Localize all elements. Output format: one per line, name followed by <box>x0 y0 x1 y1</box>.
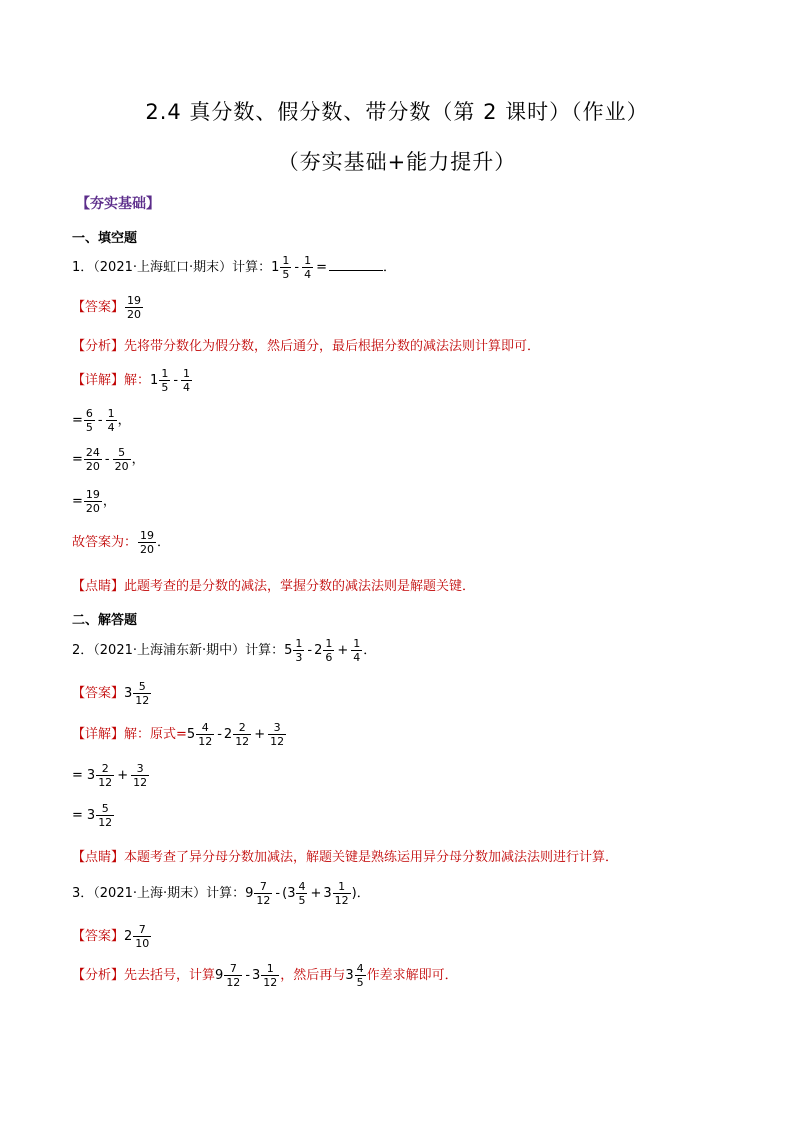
fraction-numerator: 7 <box>229 962 237 975</box>
fraction-numerator: 1 <box>295 637 303 650</box>
q3-fraction-1 <box>254 880 272 907</box>
q2-whole-2: 2 <box>314 643 323 658</box>
fraction-numerator: 3 <box>136 762 144 775</box>
q2-op-2: + <box>337 643 349 658</box>
q3-fraction-3 <box>333 880 351 907</box>
document-title: 2.4 真分数、假分数、带分数（第 2 课时）（作业） <box>145 100 649 124</box>
q1-equals: = <box>316 260 328 275</box>
detail-tag: 【详解】 <box>72 727 125 742</box>
answer-blank <box>329 259 383 271</box>
step-3-fraction <box>84 488 102 515</box>
q2-detail-whole-2: 2 <box>223 727 233 742</box>
fraction-denominator: 12 <box>263 976 278 989</box>
step-1-fraction-1 <box>84 407 95 434</box>
fraction-denominator: 12 <box>334 894 349 907</box>
q3-op-2: + <box>310 886 322 901</box>
step-1-end: ， <box>117 413 131 428</box>
q3-analysis-op: - <box>245 968 251 983</box>
comment-text: 本题考查了异分母分数加减法，解题关键是熟练运用异分母分数加减法法则进行计算． <box>124 850 619 865</box>
comment-tag: 【点睛】 <box>72 579 125 594</box>
q3-left-paren: ( <box>282 886 288 901</box>
analysis-tag: 【分析】 <box>72 339 125 354</box>
q3-op-1: - <box>275 886 281 901</box>
fraction-denominator: 12 <box>98 816 113 829</box>
fraction-numerator: 19 <box>127 294 142 307</box>
q1-conclusion <box>72 529 170 556</box>
analysis-text-2: ，然后再与 <box>280 968 346 983</box>
q1-answer-fraction <box>125 294 143 321</box>
part2-heading: 二、解答题 <box>72 613 138 628</box>
fraction-denominator: 20 <box>85 502 100 515</box>
q3-analysis <box>72 962 458 989</box>
fraction-denominator: 10 <box>135 937 150 950</box>
analysis-text-1: 先去括号，计算 <box>124 968 216 983</box>
fraction-numerator: 19 <box>140 529 155 542</box>
q1-whole: 1 <box>271 260 280 275</box>
fraction-numerator: 1 <box>353 637 361 650</box>
question-1-prefix: 1．（2021·上海虹口·期末）计算： <box>72 260 272 275</box>
q3-fraction-2 <box>296 880 307 907</box>
fraction-numerator: 5 <box>101 802 109 815</box>
question-3 <box>72 880 370 907</box>
q2-fraction-2 <box>323 637 334 664</box>
analysis-text: 先将带分数化为假分数，然后通分，最后根据分数的减法法则计算即可． <box>124 339 541 354</box>
q2-detail-fraction-1 <box>196 721 214 748</box>
q2-step-2-whole: 3 <box>86 808 96 823</box>
detail-minus: - <box>173 373 179 388</box>
question-3-prefix: 3．（2021·上海·期末）计算： <box>72 886 246 901</box>
fraction-numerator: 7 <box>259 880 267 893</box>
fraction-denominator: 3 <box>295 651 303 664</box>
q2-detail-op-1: - <box>217 727 222 742</box>
fraction-numerator: 1 <box>183 367 191 380</box>
answer-tag: 【答案】 <box>72 686 125 701</box>
step-3-end: ， <box>102 494 116 509</box>
fraction-numerator: 7 <box>138 923 146 936</box>
q1-analysis <box>72 335 540 354</box>
q2-detail-fraction-2 <box>233 721 251 748</box>
detail-e0-fraction-1 <box>159 367 170 394</box>
q1-end: ． <box>383 260 397 275</box>
step-2-fraction-1 <box>84 446 102 473</box>
fraction-denominator: 12 <box>226 976 241 989</box>
q3-right-paren: ) <box>351 886 357 901</box>
detail-whole: 1 <box>150 373 159 388</box>
fraction-numerator: 2 <box>238 721 246 734</box>
q3-analysis-whole-3: 3 <box>345 968 354 983</box>
fraction-denominator: 4 <box>353 651 361 664</box>
fraction-denominator: 6 <box>325 651 333 664</box>
question-2-prefix: 2．（2021·上海浦东新·期中）计算： <box>72 643 285 658</box>
answer-tag: 【答案】 <box>72 300 125 315</box>
fraction-denominator: 12 <box>135 694 150 707</box>
document-subtitle: （夯实基础+能力提升） <box>277 150 517 174</box>
q2-step-1-fraction-2 <box>131 762 149 789</box>
q3-whole-1: 9 <box>245 886 254 901</box>
fraction-denominator: 12 <box>198 735 213 748</box>
step-2-equals: = <box>72 452 83 467</box>
fraction-numerator: 24 <box>85 446 100 459</box>
q3-analysis-fraction-3 <box>355 962 366 989</box>
q2-comment <box>72 846 618 865</box>
q2-answer-fraction <box>133 680 151 707</box>
fraction-denominator: 4 <box>183 381 191 394</box>
fraction-denominator: 5 <box>356 976 364 989</box>
q1-minus: - <box>294 260 300 275</box>
fraction-denominator: 4 <box>304 268 312 281</box>
step-2-fraction-2 <box>113 446 131 473</box>
fraction-numerator: 4 <box>201 721 209 734</box>
q2-detail-fraction-3 <box>268 721 286 748</box>
fraction-numerator: 1 <box>325 637 333 650</box>
fraction-denominator: 4 <box>107 421 115 434</box>
q1-answer <box>72 294 144 321</box>
fraction-numerator: 1 <box>161 367 169 380</box>
detail-lead: 解：原式= <box>124 727 187 742</box>
q1-step-1 <box>72 407 131 434</box>
part1-heading: 一、填空题 <box>72 231 138 246</box>
q2-answer <box>72 680 152 707</box>
question-1 <box>72 254 396 281</box>
fraction-denominator: 5 <box>85 421 93 434</box>
q3-end: ． <box>356 886 370 901</box>
fraction-denominator: 12 <box>270 735 285 748</box>
fraction-denominator: 20 <box>85 460 100 473</box>
fraction-denominator: 20 <box>140 543 155 556</box>
q2-step-1-whole: 3 <box>86 768 96 783</box>
comment-tag: 【点睛】 <box>72 850 125 865</box>
fraction-numerator: 3 <box>273 721 281 734</box>
q3-whole-2: 3 <box>287 886 296 901</box>
q2-end: ． <box>363 643 377 658</box>
q2-whole-1: 5 <box>284 643 293 658</box>
conclusion-text: 故答案为： <box>72 535 138 550</box>
fraction-denominator: 20 <box>127 308 142 321</box>
q2-detail-whole-1: 5 <box>186 727 196 742</box>
fraction-numerator: 5 <box>118 446 126 459</box>
q2-step-1-fraction-1 <box>96 762 114 789</box>
question-2 <box>72 637 376 664</box>
fraction-numerator: 4 <box>298 880 306 893</box>
q1-step-3 <box>72 488 116 515</box>
analysis-text-3: 作差求解即可． <box>366 968 458 983</box>
fraction-denominator: 5 <box>282 268 290 281</box>
fraction-denominator: 12 <box>256 894 271 907</box>
step-3-equals: = <box>72 494 83 509</box>
step-2-minus: - <box>104 452 110 467</box>
q2-step-2 <box>72 802 115 829</box>
q2-detail-op-2: + <box>254 727 266 742</box>
q1-comment <box>72 575 475 594</box>
fraction-numerator: 4 <box>356 962 364 975</box>
q3-analysis-fraction-2 <box>261 962 279 989</box>
q2-fraction-3 <box>351 637 362 664</box>
fraction-numerator: 6 <box>85 407 93 420</box>
detail-lead: 解： <box>124 373 151 388</box>
q2-step-1-op: + <box>117 768 129 783</box>
q2-detail <box>72 721 287 748</box>
comment-text: 此题考查的是分数的减法，掌握分数的减法法则是解题关键． <box>124 579 476 594</box>
answer-tag: 【答案】 <box>72 929 125 944</box>
q1-detail <box>72 367 193 394</box>
conclusion-fraction <box>138 529 156 556</box>
step-1-minus: - <box>97 413 103 428</box>
fraction-numerator: 1 <box>282 254 290 267</box>
q3-analysis-fraction-1 <box>224 962 242 989</box>
conclusion-end: ． <box>157 535 171 550</box>
detail-tag: 【详解】 <box>72 373 125 388</box>
fraction-denominator: 12 <box>133 776 148 789</box>
fraction-denominator: 20 <box>114 460 129 473</box>
q3-answer-whole: 2 <box>124 929 133 944</box>
detail-e0-fraction-2 <box>181 367 192 394</box>
fraction-numerator: 1 <box>338 880 346 893</box>
q2-fraction-1 <box>293 637 304 664</box>
fraction-numerator: 19 <box>85 488 100 501</box>
step-1-equals: = <box>72 413 83 428</box>
q2-step-2-equals: = <box>72 808 83 823</box>
fraction-numerator: 1 <box>266 962 274 975</box>
q2-step-2-fraction <box>96 802 114 829</box>
fraction-numerator: 1 <box>304 254 312 267</box>
step-1-fraction-2 <box>106 407 117 434</box>
q3-whole-3: 3 <box>323 886 332 901</box>
q1-fraction-2 <box>302 254 313 281</box>
step-2-end: ， <box>131 452 145 467</box>
fraction-numerator: 5 <box>138 680 146 693</box>
q3-answer-fraction <box>133 923 151 950</box>
q2-answer-whole: 3 <box>124 686 133 701</box>
q1-step-2 <box>72 446 145 473</box>
section-heading-basic: 【夯实基础】 <box>76 196 160 212</box>
q3-analysis-whole-2: 3 <box>252 968 261 983</box>
q2-step-1-equals: = <box>72 768 83 783</box>
fraction-denominator: 5 <box>161 381 169 394</box>
q2-step-1 <box>72 762 150 789</box>
fraction-denominator: 12 <box>98 776 113 789</box>
fraction-numerator: 2 <box>101 762 109 775</box>
q3-analysis-whole-1: 9 <box>215 968 224 983</box>
q3-answer <box>72 923 152 950</box>
q1-fraction-1 <box>280 254 291 281</box>
fraction-denominator: 5 <box>298 894 306 907</box>
fraction-numerator: 1 <box>107 407 115 420</box>
analysis-tag: 【分析】 <box>72 968 125 983</box>
fraction-denominator: 12 <box>235 735 250 748</box>
q2-op-1: - <box>307 643 313 658</box>
